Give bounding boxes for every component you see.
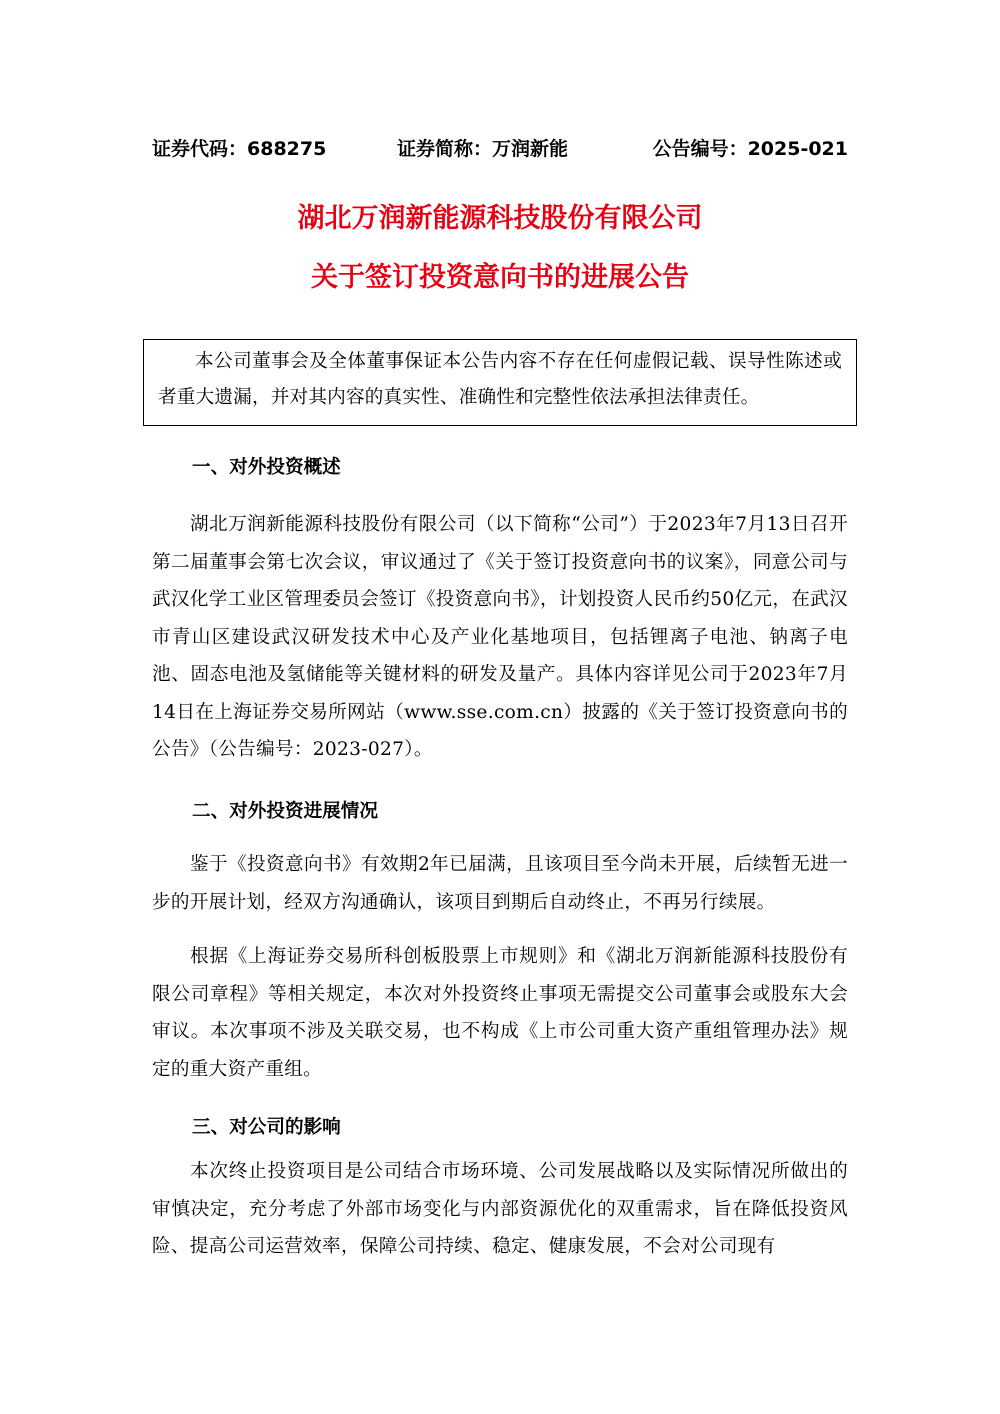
board-statement-text: 本公司董事会及全体董事保证本公告内容不存在任何虚假记载、误导性陈述或者重大遗漏，并对其内容的真实性、准确性和完整性依法承担法律责任。 (158, 351, 842, 408)
company-title: 湖北万润新能源科技股份有限公司 (297, 203, 703, 234)
stock-code: 证券代码：688275 (152, 138, 327, 160)
stock-abbreviation: 证券简称：万润新能 (397, 138, 569, 160)
announcement-number: 公告编号：2025-021 (652, 138, 848, 160)
section-heading-impact: 三、对公司的影响 (192, 1117, 341, 1138)
section-paragraph: 本次终止投资项目是公司结合市场环境、公司发展战略以及实际情况所做出的审慎决定，充分考虑了外部市场变化与内部资源优化的双重需求，旨在降低投资风险、提高公司运营效率，保障公司持续、稳定、健康发展，不会对公司现有 (152, 1161, 848, 1257)
announcement-title: 关于签订投资意向书的进展公告 (311, 262, 689, 293)
board-statement-box (143, 339, 857, 426)
section-paragraph: 根据《上海证券交易所科创板股票上市规则》和《湖北万润新能源科技股份有限公司章程》等相关规定，本次对外投资终止事项无需提交公司董事会或股东大会审议。本次事项不涉及关联交易，也不构成《上市公司重大资产重组管理办法》规定的重大资产重组。 (152, 946, 848, 1080)
section-paragraph: 鉴于《投资意向书》有效期2年已届满，且该项目至今尚未开展，后续暂无进一步的开展计划，经双方沟通确认，该项目到期后自动终止，不再另行续展。 (152, 854, 848, 913)
section-heading-overview: 一、对外投资概述 (192, 457, 341, 478)
document-header (152, 134, 848, 164)
section-paragraph: 湖北万润新能源科技股份有限公司（以下简称“公司”）于2023年7月13日召开第二届董事会第七次会议，审议通过了《关于签订投资意向书的议案》，同意公司与武汉化学工业区管理委员会签订《投资意向书》，计划投资人民币约50亿元，在武汉市青山区建设武汉研发技术中心及产业化基地项目，包括锂离子电池、钠离子电池、固态电池及氢储能等关键材料的研发及量产。具体内容详见公司于2023年7月14日在上海证券交易所网站（www.sse.com.cn）披露的《关于签订投资意向书的公告》（公告编号：2023-027）。 (152, 514, 848, 760)
section-heading-progress: 二、对外投资进展情况 (192, 801, 378, 822)
